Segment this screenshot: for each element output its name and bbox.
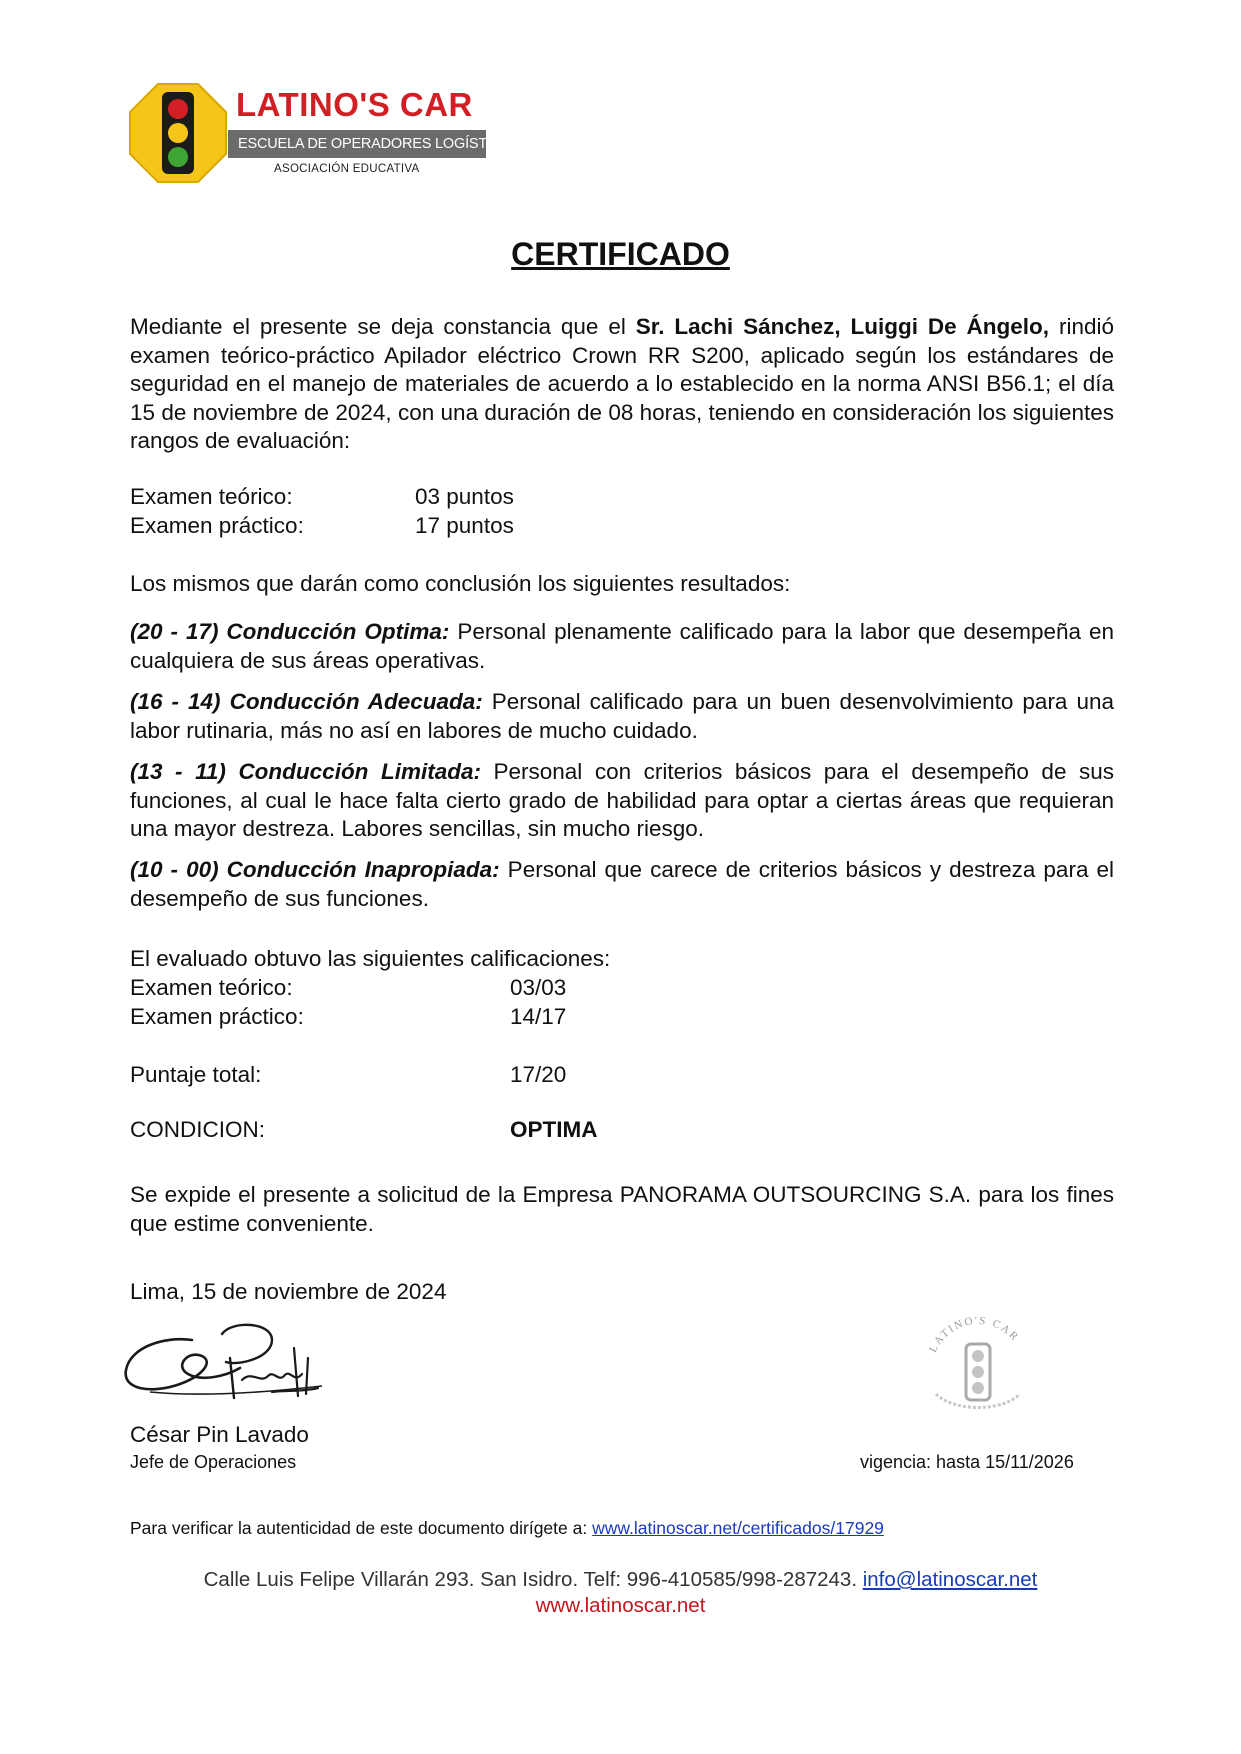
level-text: Personal que carece de criterios básicos y destreza para el desempeño de sus funciones. [130,857,1114,911]
footer-address-text: Calle Luis Felipe Villarán 293. San Isidro. Telf: 996-410585/998-287243. [203,1568,863,1591]
result-label: Examen teórico: [130,975,293,1000]
range-value: 03 puntos [415,484,514,509]
signer-name: César Pin Lavado [130,1422,309,1447]
result-label: Puntaje total: [130,1062,262,1087]
footer-email-link[interactable]: info@latinoscar.net [862,1568,1038,1591]
result-row-theory [130,974,567,1003]
result-label: Examen práctico: [130,1004,304,1029]
level-optima [130,618,1114,675]
company-logo [128,82,522,188]
place-date: Lima, 15 de noviembre de 2024 [130,1279,447,1304]
range-value: 17 puntos [415,513,514,538]
candidate-name: Sr. Lachi Sánchez, Luiggi De Ángelo, [635,314,1050,339]
range-label: Examen práctico: [130,513,304,538]
result-row-total [130,1061,567,1090]
verify-text: Para verificar la autenticidad de este documento dirígete a: [130,1518,593,1538]
condition-value: OPTIMA [510,1117,598,1142]
level-text: Personal con criterios básicos para el desempeño de sus funciones, al cual le hace falta cierto grado de habilidad para optar a ciertas áreas que requieran una mayor destreza. Labores sencillas, sin mucho riesgo. [130,759,1114,841]
level-inapropiada [130,856,1114,913]
logo-tagline: ASOCIACIÓN EDUCATIVA [274,163,420,175]
document-title: CERTIFICADO [511,236,730,272]
footer-website[interactable]: www.latinoscar.net [535,1594,706,1617]
verify-link[interactable]: www.latinoscar.net/certificados/17929 [592,1518,884,1538]
logo-brand: LATINO'S CAR [236,86,473,123]
traffic-light-seal-icon [918,1308,1038,1424]
intro-text: Mediante el presente se deja constancia que el [130,314,636,339]
level-text: Personal plenamente calificado para la labor que desempeña en cualquiera de sus áreas operativas. [130,619,1114,673]
svg-text:LATINO'S CAR [927,1315,1021,1354]
range-label: Examen teórico: [130,484,293,509]
seal-text: LATINO'S CAR [927,1314,1022,1355]
conclusion-intro: Los mismos que darán como conclusión los siguientes resultados: [130,571,791,596]
level-text: Personal calificado para un buen desenvolvimiento para una labor rutinaria, más no así en labores de mucho cuidado. [130,689,1114,743]
level-range: (13 - 11) Conducción Limitada: [130,759,481,784]
level-range: (16 - 14) Conducción Adecuada: [130,689,483,714]
result-row-practice [130,1003,567,1032]
level-adecuada [130,688,1114,745]
result-value: 03/03 [510,975,567,1000]
level-range: (20 - 17) Conducción Optima: [130,619,450,644]
result-row-condition [130,1116,598,1145]
range-row-theory [130,483,514,512]
result-value: 14/17 [510,1004,567,1029]
footer-address [0,1568,1241,1592]
level-range: (10 - 00) Conducción Inapropiada: [130,857,500,882]
traffic-light-icon [128,82,228,184]
signer-role: Jefe de Operaciones [130,1452,297,1472]
result-label: CONDICION: [130,1117,265,1142]
signature-image [122,1318,342,1408]
result-value: 17/20 [510,1062,567,1087]
issued-paragraph: Se expide el presente a solicitud de la Empresa PANORAMA OUTSOURCING S.A. para los fines que estime conveniente. [130,1182,1114,1236]
results-intro: El evaluado obtuvo las siguientes calificaciones: [130,946,611,971]
intro-paragraph [130,313,1114,456]
verify-line [130,1518,884,1539]
intro-rest: rindió examen teórico-práctico Apilador eléctrico Crown RR S200, aplicado según los estándares de seguridad en el manejo de materiales de acuerdo a lo establecido en la norma ANSI B56.1; el día 15 de noviembre de 2024, con una duración de 08 horas, teniendo en consideración los siguientes rangos de evaluación: [130,314,1114,453]
logo-subtitle: ESCUELA DE OPERADORES LOGÍSTICOS [228,130,486,158]
level-limitada [130,758,1114,844]
range-row-practice [130,512,514,541]
validity-date: vigencia: hasta 15/11/2026 [860,1452,1074,1472]
